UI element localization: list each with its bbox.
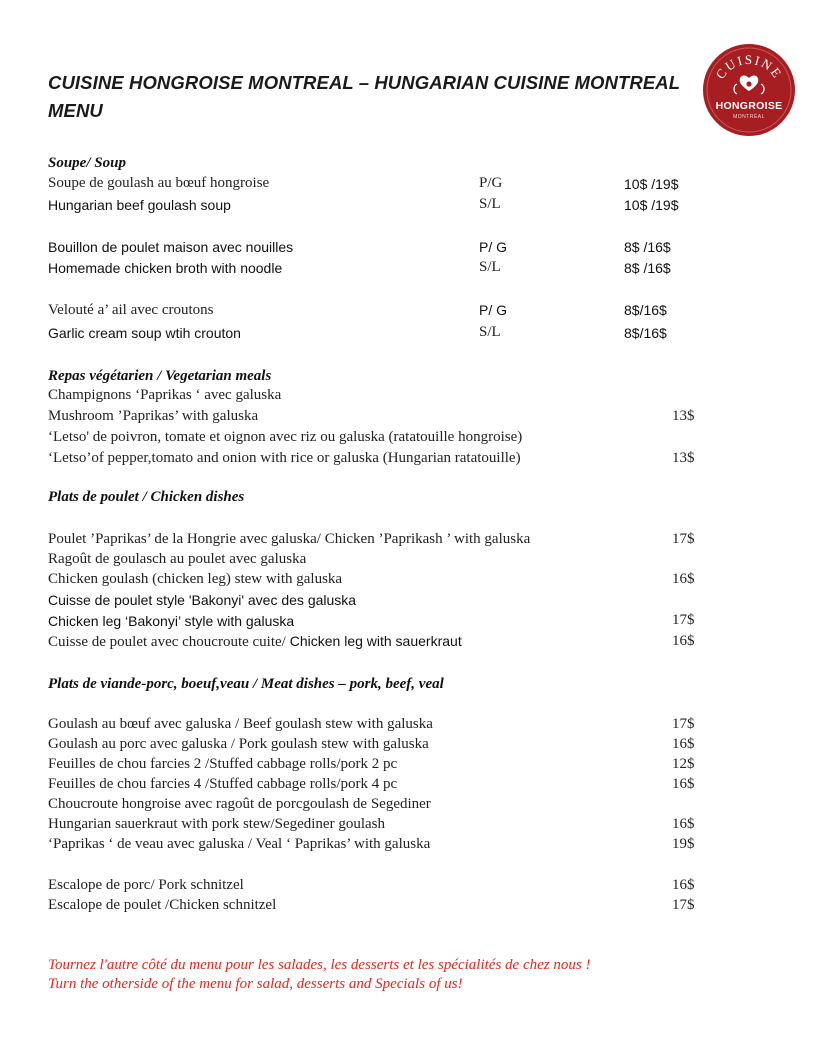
menu-item-price: 17$ <box>672 531 695 547</box>
menu-item-price: 8$/16$ <box>624 302 667 318</box>
menu-item-text: Champignons ‘Paprikas ‘ avec galuska <box>48 387 282 403</box>
menu-item-price: 16$ <box>672 633 695 649</box>
logo-arc-text: CUISINE <box>712 51 786 82</box>
menu-item-text: Velouté a’ ail avec croutons <box>48 302 214 318</box>
menu-item-price: 10$ /19$ <box>624 197 679 213</box>
menu-item-text: Feuilles de chou farcies 2 /Stuffed cabbage rolls/pork 2 pc <box>48 756 398 772</box>
menu-item-text: Chicken leg ‘Bakonyi’ style with galuska <box>48 613 295 629</box>
menu-item-text: Bouillon de poulet maison avec nouilles <box>48 239 294 255</box>
menu-item-price: 16$ <box>672 776 695 792</box>
menu-item-size: P/ G <box>479 239 508 255</box>
menu-item-text: Poulet ’Paprikas’ de la Hongrie avec galuska/ Chicken ’Paprikash ’ with galuska <box>48 531 531 547</box>
logo-subtitle: MONTRÉAL <box>733 114 765 120</box>
footer-note-en: Turn the otherside of the menu for salad, desserts and Specials of us! <box>48 976 463 992</box>
menu-item-text: Garlic cream soup wtih crouton <box>48 325 241 341</box>
menu-item-text: Cuisse de poulet style 'Bakonyi' avec des galuska <box>48 592 357 608</box>
logo-emblem-icon <box>703 44 795 136</box>
restaurant-logo <box>703 44 795 136</box>
section-heading-soup: Soupe/ Soup <box>48 155 126 171</box>
menu-item-text: Choucroute hongroise avec ragoût de porcgoulash de Segediner <box>48 796 431 812</box>
menu-item-size: P/G <box>479 175 503 191</box>
menu-item-text: Homemade chicken broth with noodle <box>48 260 283 276</box>
section-heading-chicken: Plats de poulet / Chicken dishes <box>48 489 245 505</box>
menu-item-price: 8$/16$ <box>624 325 667 341</box>
menu-item-price: 16$ <box>672 571 695 587</box>
menu-item-text: ‘Paprikas ‘ de veau avec galuska / Veal ‘ Paprikas’ with galuska <box>48 836 431 852</box>
logo-name: HONGROISE <box>715 100 783 112</box>
menu-item-price: 13$ <box>672 408 695 424</box>
menu-item-text-fr: Cuisse de poulet avec choucroute cuite/ <box>48 634 286 650</box>
menu-item-text: Feuilles de chou farcies 4 /Stuffed cabbage rolls/pork 4 pc <box>48 776 398 792</box>
menu-item-text: ‘Letso’of pepper,tomato and onion with rice or galuska (Hungarian ratatouille) <box>48 450 521 466</box>
section-heading-meat: Plats de viande-porc, boeuf,veau / Meat dishes – pork, beef, veal <box>48 676 444 692</box>
menu-item-price: 8$ /16$ <box>624 260 671 276</box>
menu-item-text: Chicken goulash (chicken leg) stew with galuska <box>48 571 343 587</box>
menu-item-price: 16$ <box>672 736 695 752</box>
menu-item-price: 13$ <box>672 450 695 466</box>
menu-item-price: 8$ /16$ <box>624 239 671 255</box>
menu-item-price: 17$ <box>672 716 695 732</box>
menu-item-text: Escalope de poulet /Chicken schnitzel <box>48 897 277 913</box>
menu-item-text: Hungarian beef goulash soup <box>48 197 231 213</box>
menu-item-size: S/L <box>479 259 501 275</box>
menu-item-price: 16$ <box>672 816 695 832</box>
menu-item-text: Mushroom ’Paprikas’ with galuska <box>48 408 259 424</box>
menu-item-price: 10$ /19$ <box>624 176 679 192</box>
menu-item-text: Soupe de goulash au bœuf hongroise <box>48 175 270 191</box>
menu-item-text: Goulash au bœuf avec galuska / Beef goulash stew with galuska <box>48 716 433 732</box>
menu-item-text-en: Chicken leg with sauerkraut <box>285 633 462 649</box>
menu-item-text: Goulash au porc avec galuska / Pork goulash stew with galuska <box>48 736 429 752</box>
menu-item-price: 17$ <box>672 897 695 913</box>
menu-item-price: 16$ <box>672 877 695 893</box>
footer-note-fr: Tournez l'autre côté du menu pour les salades, les desserts et les spécialités de chez nous ! <box>48 957 591 973</box>
menu-item-text: ‘Letso' de poivron, tomate et oignon avec riz ou galuska (ratatouille hongroise) <box>48 429 523 445</box>
menu-item-price: 19$ <box>672 836 695 852</box>
section-heading-vegetarian: Repas végétarien / Vegetarian meals <box>48 368 272 384</box>
menu-item-text: Hungarian sauerkraut with pork stew/Segediner goulash <box>48 816 385 832</box>
menu-title-line-1: CUISINE HONGROISE MONTREAL – HUNGARIAN CUISINE MONTREAL <box>48 72 681 93</box>
menu-item-size: P/ G <box>479 302 508 318</box>
menu-item-text <box>48 633 462 651</box>
menu-item-text: Ragoût de goulasch au poulet avec galuska <box>48 551 307 567</box>
menu-item-size: S/L <box>479 196 501 212</box>
menu-title-line-2: MENU <box>48 100 103 121</box>
menu-item-text: Escalope de porc/ Pork schnitzel <box>48 877 244 893</box>
menu-item-size: S/L <box>479 324 501 340</box>
menu-item-price: 12$ <box>672 756 695 772</box>
menu-item-price: 17$ <box>672 612 695 628</box>
